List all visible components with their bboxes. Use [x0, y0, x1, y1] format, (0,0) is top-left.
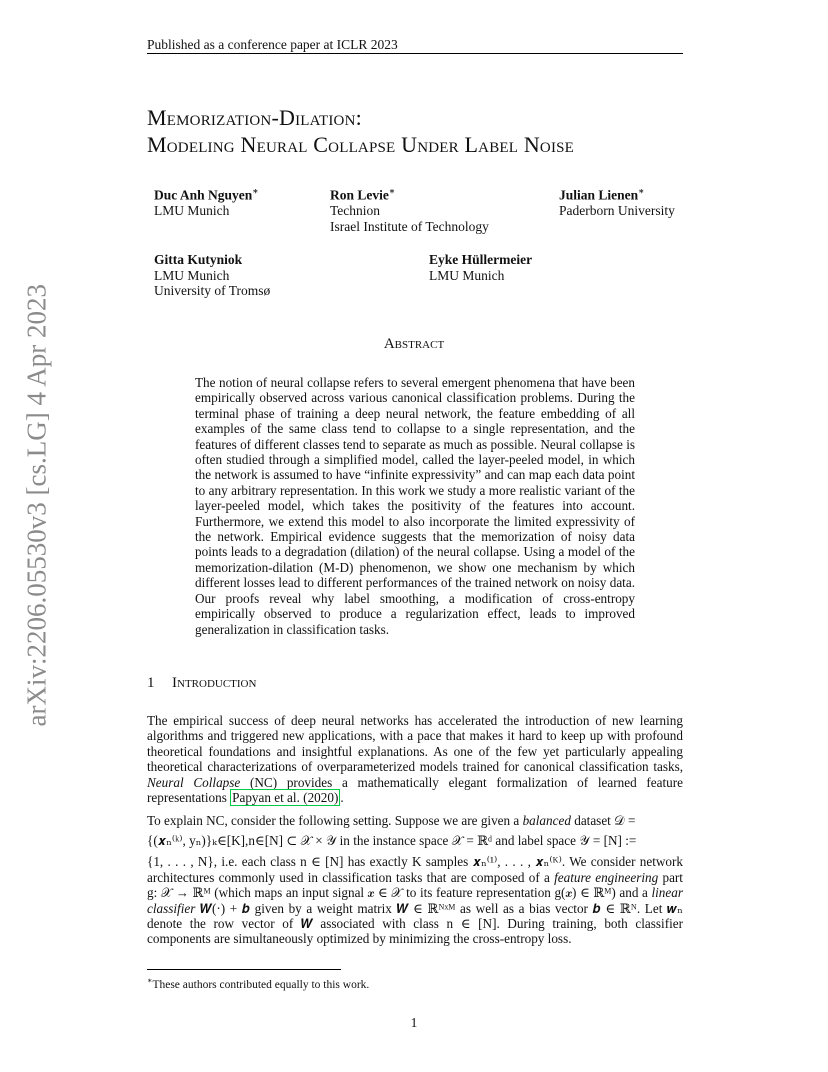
intro-paragraph-1: The empirical success of deep neural networks has accelerated the introduction of new learning algorithms and triggered new applications, with a pace that makes it hard to keep up with profound theoretical foundations and insightful explanations. As one of the few yet particularly appealing theoretical characterizations of overparameterized models trained for canonical classification tasks, Neural Collapse (NC) provides a mathematically elegant formalization of learned feature representations Papyan et al. (2020) . [147, 713, 683, 806]
author-affiliation: LMU Munich [429, 267, 505, 283]
author-affiliation: LMU Munich [154, 267, 230, 283]
page-number: 1 [410, 1015, 418, 1030]
author-block [154, 252, 270, 299]
author-block [429, 252, 532, 283]
footnote-rule [147, 969, 341, 970]
author-name: Duc Anh Nguyen∗ [154, 186, 259, 203]
author-affiliation: Paderborn University [559, 203, 675, 218]
title-line-2: Modeling Neural Collapse Under Label Noise [147, 132, 575, 157]
paper-title [147, 104, 574, 158]
intro-paragraph-2: To explain NC, consider the following setting. Suppose we are given a balanced dataset 𝒟 = {(𝒙ₙ⁽ᵏ⁾, yₙ)}ₖ∈[K],n∈[N] ⊂ 𝒳 × 𝒴 in the instance space 𝒳 = ℝᵈ and label space 𝒴 = [N] := {1, . . . , N}, i.e. each class n ∈ [N] has exactly K samples 𝒙ₙ⁽¹⁾, . . . , 𝒙ₙ⁽ᴷ⁾. We consider network architectures commonly used in classification tasks that are composed of a feature engineering part g: 𝒳 → ℝᴹ (which maps an input signal 𝒙 ∈ 𝒳 to its feature representation g(𝒙) ∈ ℝᴹ) and a linear classifier 𝑾(·) + 𝒃 given by a weight matrix 𝑾 ∈ ℝᴺˣᴹ as well as a bias vector 𝒃 ∈ ℝᴺ. Let 𝒘ₙ denote the row vector of 𝑾 associated with class n ∈ [N]. During training, both classifier components are simultaneously optimized by minimizing the cross-entropy loss. [147, 813, 683, 947]
dataset-equation: {(𝒙ₙ⁽ᵏ⁾, yₙ)}ₖ∈[K],n∈[N] ⊂ 𝒳 × 𝒴 in the instance space 𝒳 = ℝᵈ and label space 𝒴 = [N] := [147, 833, 637, 849]
author-affiliation: University of Tromsø [154, 283, 271, 298]
footnote: ∗These authors contributed equally to this work. [147, 976, 370, 991]
author-affiliation: LMU Munich [154, 203, 230, 218]
abstract-text: The notion of neural collapse refers to several emergent phenomena that have been empirically observed across various canonical classification problems. During the terminal phase of training a deep neural network, the feature embedding of all examples of the same class tend to collapse to a single representation, and the features of different classes tend to separate as much as possible. Neural collapse is often studied through a simplified model, called the layer-peeled model, in which the network is assumed to have “infinite expressivity” and can map each data point to any arbitrary representation. In this work we study a more realistic variant of the layer-peeled model, which takes the positivity of the features into account. Furthermore, we extend this model to also incorporate the limited expressivity of the network. Empirical evidence suggests that the memorization of noisy data points leads to a degradation (dilation) of the neural collapse. Using a model of the memorization-dilation (M-D) phenomenon, we show one mechanism by which different losses lead to different performances of the trained network on noisy data. Our proofs reveal why label smoothing, a modification of cross-entropy empirically observed to produce a regularization effect, leads to improved generalization in classification tasks. [195, 375, 635, 637]
author-name: Gitta Kutyniok [154, 252, 243, 267]
author-name: Ron Levie∗ [330, 186, 396, 203]
author-block [559, 184, 675, 219]
section-heading [147, 675, 256, 692]
section-number: 1 [147, 675, 155, 691]
author-block [154, 184, 259, 219]
author-name: Julian Lienen∗ [559, 186, 645, 203]
running-header: Published as a conference paper at ICLR 2023 [147, 37, 398, 52]
author-block [330, 184, 489, 234]
author-affiliation: Israel Institute of Technology [330, 218, 489, 234]
header-rule [147, 53, 683, 54]
arxiv-stamp: arXiv:2206.05530v3 [cs.LG] 4 Apr 2023 [21, 284, 52, 727]
citation-link[interactable]: Papyan et al. (2020) [232, 790, 339, 806]
title-line-1: Memorization-Dilation: [147, 105, 362, 130]
section-title: Introduction [172, 675, 257, 691]
author-name: Eyke Hüllermeier [429, 252, 533, 267]
abstract-heading: Abstract [383, 336, 445, 352]
author-affiliation: Technion [330, 203, 381, 218]
